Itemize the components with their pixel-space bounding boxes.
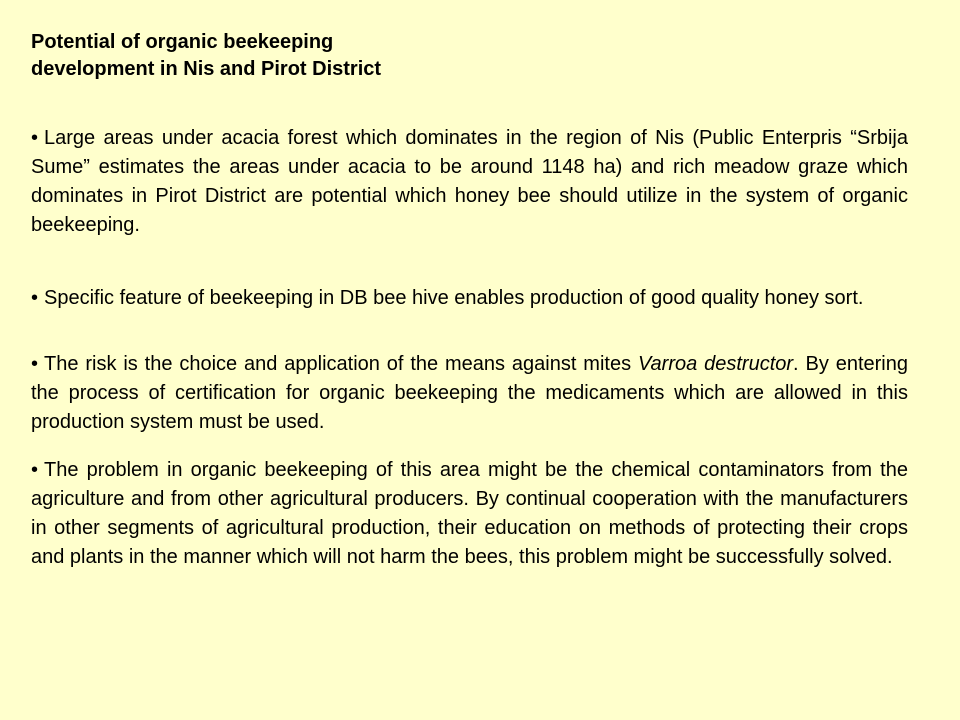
title-line-1: Potential of organic beekeeping [31, 31, 334, 53]
slide-title [31, 29, 591, 83]
bullet-point-acacia-meadow [31, 124, 908, 240]
title-line-2: development in Nis and Pirot District [31, 58, 382, 80]
bullet-text: Large areas under acacia forest which dominates in the region of Nis (Public Enterpris “Srbija Sume” estimates the areas under acacia to be around 1148 ha) and rich meadow graze which dominates in Pirot District are potential which honey bee should utilize in the system of organic beekeeping. [31, 127, 908, 236]
bullet-icon: • [31, 127, 39, 149]
bullet-icon: • [31, 459, 39, 481]
bullet-point-contaminators [31, 456, 908, 572]
bullet-text: The problem in organic beekeeping of this area might be the chemical contaminators from the agriculture and from other agricultural producers. By continual cooperation with the manufacturers in other segments of agricultural production, their education on methods of protecting their crops and plants in the manner which will not harm the bees, this problem might be successfully solved. [31, 459, 908, 568]
bullet-text-before: The risk is the choice and application of the means against mites [44, 353, 638, 375]
bullet-point-varroa-risk [31, 350, 908, 437]
bullet-icon: • [31, 287, 39, 309]
bullet-icon: • [31, 353, 39, 375]
bullet-text-after: . By entering the process of certification for organic beekeeping the medicaments which are allowed in this production system must be used. [31, 353, 908, 433]
bullet-point-db-hive [31, 284, 908, 313]
species-name: Varroa destructor [637, 353, 794, 375]
bullet-text: Specific feature of beekeeping in DB bee hive enables production of good quality honey sort. [44, 287, 864, 309]
